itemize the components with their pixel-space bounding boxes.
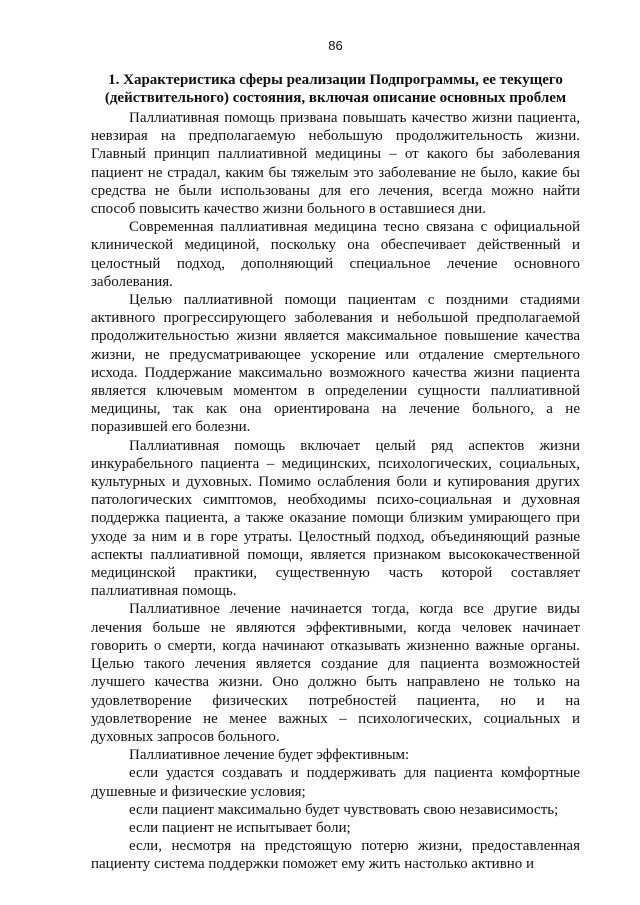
paragraph: Целью паллиативной помощи пациентам с поздними стадиями активного прогрессирующего заболевания и небольшой предполагаемой продолжительностью жизни является максимальное повышение качества жизни, не предусматривающее ускорение или отдаление смертельного исхода. Поддержание максимально возможного качества жизни пациента является ключевым моментом в определении сущности паллиативной медицины, так как она ориентирована на лечение больного, а не поразившей его болезни. [91, 292, 580, 436]
paragraph: Паллиативное лечение начинается тогда, когда все другие виды лечения больше не являются эффективными, когда человек начинает говорить о смерти, когда начинают отказывать жизненно важные органы. Целью такого лечения является создание для пациента возможностей лучшего качества жизни. Оно должно быть направлено не только на удовлетворение физических потребностей пациента, но и на удовлетворение не менее важных – психологических, социальных и духовных запросов больного. [91, 601, 580, 745]
paragraph: Паллиативная помощь включает целый ряд аспектов жизни инкурабельного пациента – медицинских, психологических, социальных, культурных и духовных. Помимо ослабления боли и купирования других патологических симптомов, необходимы психо-социальная и духовная поддержка пациента, а также оказание помощи близким умирающего при уходе за ним и в горе утраты. Целостный подход, объединяющий разные аспекты паллиативной помощи, является признаком высококачественной медицинской практики, существенную часть которой составляет паллиативная помощь. [91, 437, 580, 600]
list-item: если удастся создавать и поддерживать для пациента комфортные душевные и физические условия; [91, 765, 580, 800]
list-item: если пациент максимально будет чувствовать свою независимость; [129, 801, 559, 818]
section-heading: 1. Характеристика сферы реализации Подпрограммы, ее текущего (действительного) состояния, включая описание основных проблем [104, 72, 567, 107]
list-item: если пациент не испытывает боли; [129, 819, 351, 836]
paragraph: Современная паллиативная медицина тесно связана с официальной клинической медициной, поскольку она обеспечивает действенный и целостный подход, дополняющий специальное лечение основного заболевания. [91, 219, 580, 290]
paragraph: Паллиативное лечение будет эффективным: [129, 747, 410, 764]
body-text [91, 109, 580, 874]
paragraph: Паллиативная помощь призвана повышать качество жизни пациента, невзирая на предполагаемую небольшую продолжительность жизни. Главный принцип паллиативной медицины – от какого бы заболевания пациент не страдал, каким бы тяжелым это заболевание не было, какие бы средства не были использованы для его лечения, всегда можно найти способ повысить качество жизни больного в оставшиеся дни. [91, 110, 580, 218]
list-item: если, несмотря на предстоящую потерю жизни, предоставленная пациенту система поддержки поможет ему жить настолько активно и [91, 838, 580, 873]
page-number: 86 [328, 38, 343, 53]
